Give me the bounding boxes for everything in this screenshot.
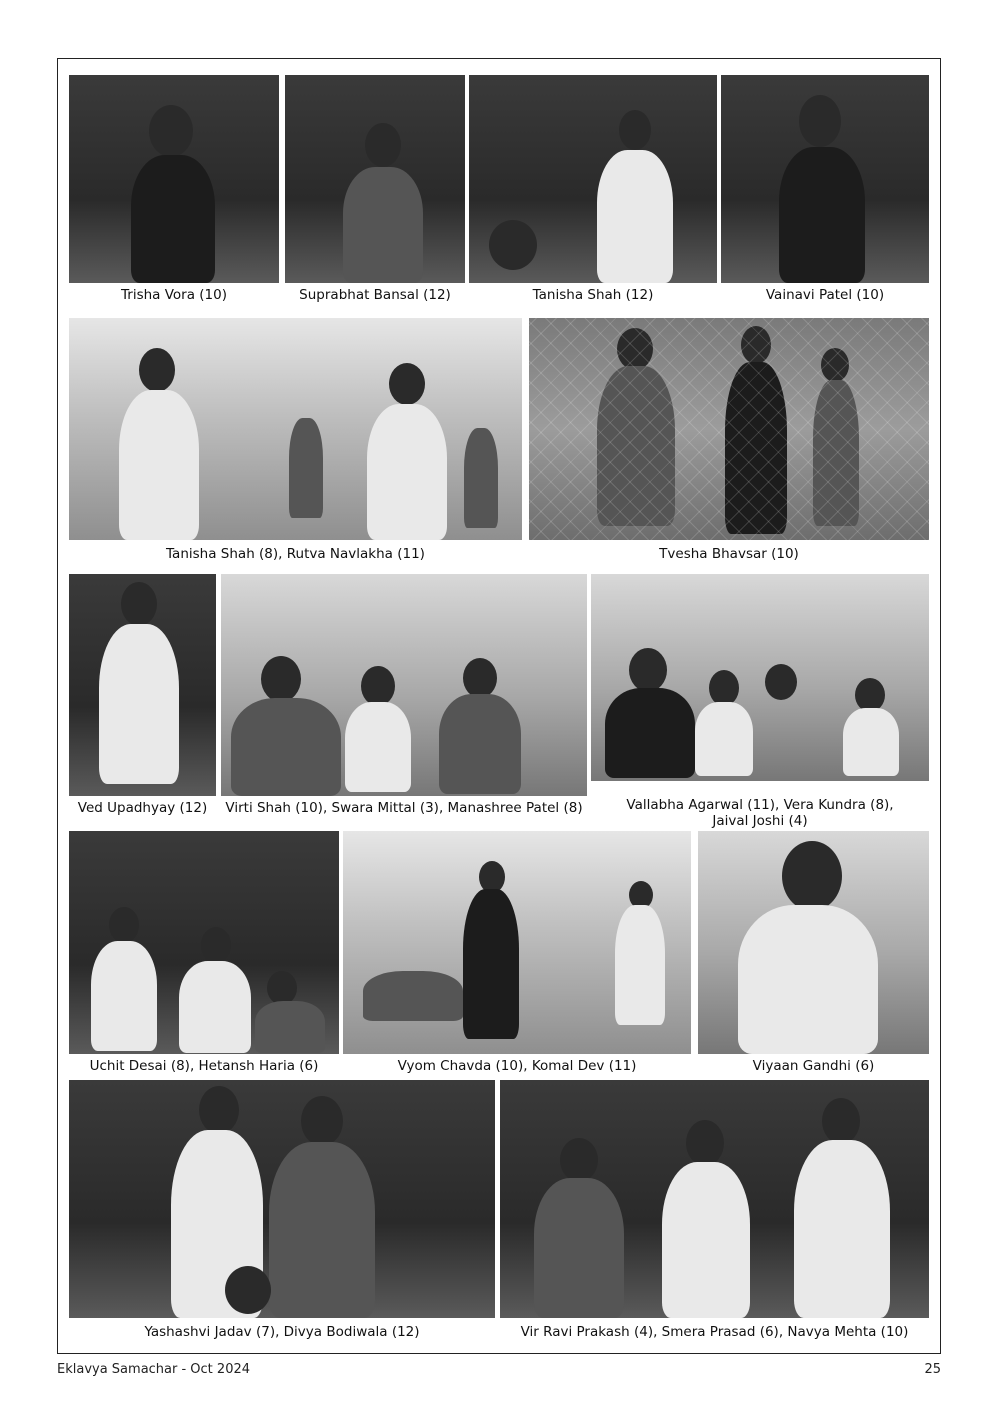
caption-yashashvi-jadav-divya-bodiwala: Yashashvi Jadav (7), Divya Bodiwala (12) — [144, 1324, 420, 1340]
photo-tanisha-shah-rutva-navlakha — [69, 318, 522, 540]
photo-vallabha-agarwal-vera-kundra-jaival-joshi — [591, 574, 929, 781]
photo-tanisha-shah-12 — [469, 75, 717, 283]
photo-ved-upadhyay — [69, 574, 216, 796]
photo-vir-ravi-prakash-smera-prasad-navya-mehta — [500, 1080, 929, 1318]
caption-suprabhat-bansal: Suprabhat Bansal (12) — [299, 287, 451, 303]
caption-viyaan-gandhi: Viyaan Gandhi (6) — [752, 1058, 875, 1074]
footer-page-number: 25 — [924, 1362, 941, 1377]
caption-tanisha-shah-12: Tanisha Shah (12) — [532, 287, 654, 303]
photo-virti-shah-swara-mittal-manashree-patel — [221, 574, 587, 796]
caption-line-2: Jaival Joshi (4) — [712, 813, 808, 829]
caption-vainavi-patel: Vainavi Patel (10) — [765, 287, 885, 303]
caption-vallabha-agarwal-vera-kundra-jaival-joshi — [591, 797, 929, 829]
photo-suprabhat-bansal — [285, 75, 465, 283]
caption-line-1: Vallabha Agarwal (11), Vera Kundra (8), — [626, 797, 894, 813]
footer-publication: Eklavya Samachar - Oct 2024 — [57, 1362, 251, 1377]
photo-vainavi-patel — [721, 75, 929, 283]
caption-ved-upadhyay: Ved Upadhyay (12) — [77, 800, 208, 816]
caption-vir-ravi-prakash-smera-prasad-navya-mehta: Vir Ravi Prakash (4), Smera Prasad (6), Navya Mehta (10) — [520, 1324, 909, 1340]
caption-virti-shah-swara-mittal-manashree-patel: Virti Shah (10), Swara Mittal (3), Manashree Patel (8) — [225, 800, 583, 816]
photo-trisha-vora — [69, 75, 279, 283]
caption-tanisha-shah-rutva-navlakha: Tanisha Shah (8), Rutva Navlakha (11) — [166, 546, 425, 562]
photo-viyaan-gandhi — [698, 831, 929, 1054]
photo-yashashvi-jadav-divya-bodiwala — [69, 1080, 495, 1318]
photo-tvesha-bhavsar — [529, 318, 929, 540]
photo-uchit-desai-hetansh-haria — [69, 831, 339, 1054]
caption-trisha-vora: Trisha Vora (10) — [121, 287, 227, 303]
caption-tvesha-bhavsar: Tvesha Bhavsar (10) — [659, 546, 799, 562]
caption-uchit-desai-hetansh-haria: Uchit Desai (8), Hetansh Haria (6) — [89, 1058, 319, 1074]
caption-vyom-chavda-komal-dev: Vyom Chavda (10), Komal Dev (11) — [397, 1058, 637, 1074]
photo-vyom-chavda-komal-dev — [343, 831, 691, 1054]
